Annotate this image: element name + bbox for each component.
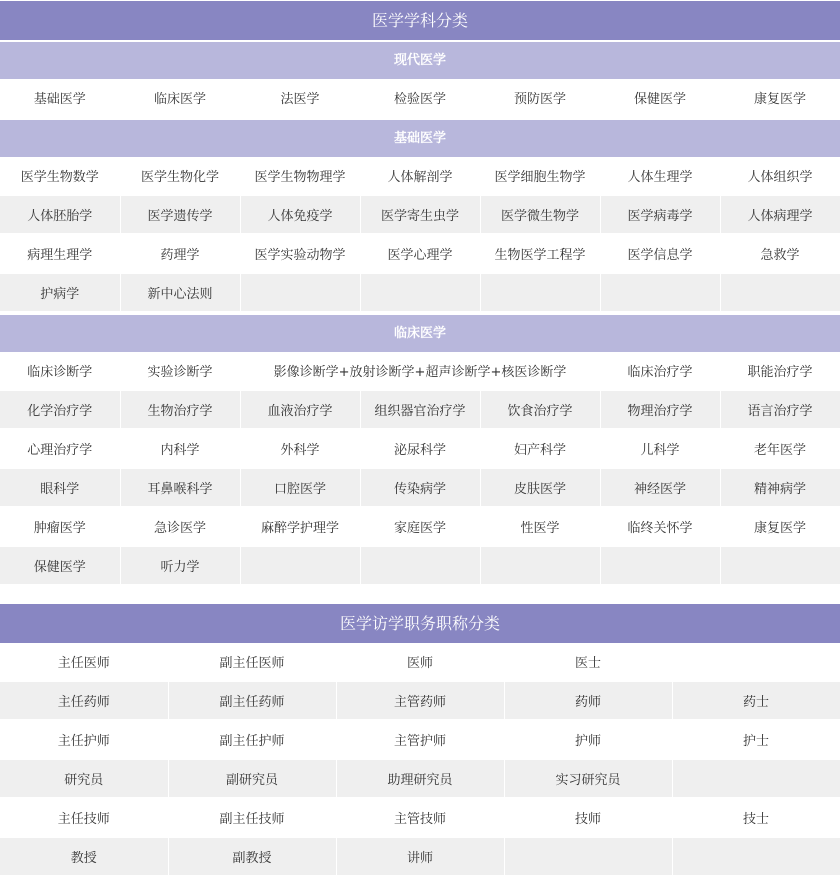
table-cell xyxy=(720,546,840,585)
table-cell: 传染病学 xyxy=(360,468,480,507)
table-cell: 医学遗传学 xyxy=(120,195,240,234)
table-cell: 耳鼻喉科学 xyxy=(120,468,240,507)
table-row xyxy=(0,681,840,720)
table-cell: 妇产科学 xyxy=(480,429,600,468)
table-cell: 神经医学 xyxy=(600,468,720,507)
table-cell: 人体免疫学 xyxy=(240,195,360,234)
table-cell: 副主任技师 xyxy=(168,798,336,837)
table-cell: 医学生物数学 xyxy=(0,157,120,195)
table-cell xyxy=(504,837,672,876)
table-row xyxy=(0,837,840,876)
professional-title-table xyxy=(0,643,840,877)
table-cell: 教授 xyxy=(0,837,168,876)
clinical-medicine-table xyxy=(0,352,840,586)
table-cell: 饮食治疗学 xyxy=(480,390,600,429)
table-cell: 护病学 xyxy=(0,273,120,312)
modern-medicine-header: 现代医学 xyxy=(0,42,840,79)
table-cell: 医学寄生虫学 xyxy=(360,195,480,234)
table-cell: 医学病毒学 xyxy=(600,195,720,234)
table-cell: 检验医学 xyxy=(360,79,480,117)
table-cell: 肿瘤医学 xyxy=(0,507,120,546)
table-cell: 语言治疗学 xyxy=(720,390,840,429)
table-row xyxy=(0,507,840,546)
table-cell: 人体病理学 xyxy=(720,195,840,234)
medical-discipline-title: 医学学科分类 xyxy=(0,1,840,40)
table-cell: 护士 xyxy=(672,720,840,759)
table-cell: 血液治疗学 xyxy=(240,390,360,429)
table-row xyxy=(0,468,840,507)
table-cell: 副主任药师 xyxy=(168,681,336,720)
table-cell: 急救学 xyxy=(720,234,840,273)
table-cell: 物理治疗学 xyxy=(600,390,720,429)
table-cell: 临床治疗学 xyxy=(600,352,720,390)
table-cell: 口腔医学 xyxy=(240,468,360,507)
table-cell: 心理治疗学 xyxy=(0,429,120,468)
table-cell: 医士 xyxy=(504,643,672,681)
table-cell: 实习研究员 xyxy=(504,759,672,798)
table-cell: 研究员 xyxy=(0,759,168,798)
table-cell: 家庭医学 xyxy=(360,507,480,546)
table-cell: 主任医师 xyxy=(0,643,168,681)
table-cell: 保健医学 xyxy=(600,79,720,117)
table-cell: 护师 xyxy=(504,720,672,759)
table-cell xyxy=(480,546,600,585)
table-cell: 法医学 xyxy=(240,79,360,117)
table-row xyxy=(0,157,840,195)
table-cell: 新中心法则 xyxy=(120,273,240,312)
table-cell: 泌尿科学 xyxy=(360,429,480,468)
table-cell xyxy=(720,273,840,312)
table-cell: 生物治疗学 xyxy=(120,390,240,429)
clinical-medicine-header: 临床医学 xyxy=(0,315,840,352)
table-cell xyxy=(600,273,720,312)
table-cell xyxy=(672,837,840,876)
modern-medicine-table xyxy=(0,79,840,118)
table-cell: 化学治疗学 xyxy=(0,390,120,429)
table-cell: 主任护师 xyxy=(0,720,168,759)
table-cell xyxy=(240,546,360,585)
table-cell: 职能治疗学 xyxy=(720,352,840,390)
table-cell xyxy=(480,273,600,312)
table-cell: 人体解剖学 xyxy=(360,157,480,195)
table-cell: 讲师 xyxy=(336,837,504,876)
table-row xyxy=(0,429,840,468)
table-cell: 副主任医师 xyxy=(168,643,336,681)
table-cell: 医学心理学 xyxy=(360,234,480,273)
table-row xyxy=(0,546,840,585)
table-cell: 预防医学 xyxy=(480,79,600,117)
table-cell: 康复医学 xyxy=(720,507,840,546)
table-cell: 药师 xyxy=(504,681,672,720)
table-cell xyxy=(672,759,840,798)
table-cell: 生物医学工程学 xyxy=(480,234,600,273)
table-cell: 医师 xyxy=(336,643,504,681)
table-cell: 皮肤医学 xyxy=(480,468,600,507)
table-cell: 保健医学 xyxy=(0,546,120,585)
table-cell: 技师 xyxy=(504,798,672,837)
table-cell: 急诊医学 xyxy=(120,507,240,546)
table-row xyxy=(0,273,840,312)
table-cell: 人体胚胎学 xyxy=(0,195,120,234)
table-cell: 临床诊断学 xyxy=(0,352,120,390)
table-cell: 麻醉学护理学 xyxy=(240,507,360,546)
table-cell: 药理学 xyxy=(120,234,240,273)
table-cell: 医学信息学 xyxy=(600,234,720,273)
table-cell xyxy=(360,273,480,312)
table-cell: 康复医学 xyxy=(720,79,840,117)
table-cell: 性医学 xyxy=(480,507,600,546)
table-cell: 人体组织学 xyxy=(720,157,840,195)
table-cell xyxy=(600,546,720,585)
table-cell: 主任技师 xyxy=(0,798,168,837)
table-cell xyxy=(360,546,480,585)
table-cell: 副研究员 xyxy=(168,759,336,798)
table-cell: 主管护师 xyxy=(336,720,504,759)
table-cell: 医学微生物学 xyxy=(480,195,600,234)
table-row xyxy=(0,79,840,117)
table-cell: 眼科学 xyxy=(0,468,120,507)
table-row xyxy=(0,720,840,759)
basic-medicine-header: 基础医学 xyxy=(0,120,840,157)
table-cell: 医学细胞生物学 xyxy=(480,157,600,195)
table-cell: 外科学 xyxy=(240,429,360,468)
table-cell: 内科学 xyxy=(120,429,240,468)
table-cell xyxy=(672,643,840,681)
table-row xyxy=(0,352,840,390)
table-cell: 听力学 xyxy=(120,546,240,585)
table-cell: 影像诊断学+放射诊断学+超声诊断学+核医诊断学 xyxy=(240,352,600,390)
professional-title-header: 医学访学职务职称分类 xyxy=(0,604,840,643)
table-cell: 副主任护师 xyxy=(168,720,336,759)
table-cell: 助理研究员 xyxy=(336,759,504,798)
table-cell: 病理生理学 xyxy=(0,234,120,273)
table-cell xyxy=(240,273,360,312)
table-cell: 主管药师 xyxy=(336,681,504,720)
table-cell: 医学生物化学 xyxy=(120,157,240,195)
table-cell: 实验诊断学 xyxy=(120,352,240,390)
table-cell: 精神病学 xyxy=(720,468,840,507)
table-row xyxy=(0,759,840,798)
table-cell: 临床医学 xyxy=(120,79,240,117)
table-cell: 药士 xyxy=(672,681,840,720)
table-cell: 医学生物物理学 xyxy=(240,157,360,195)
table-cell: 主任药师 xyxy=(0,681,168,720)
table-cell: 临终关怀学 xyxy=(600,507,720,546)
table-cell: 基础医学 xyxy=(0,79,120,117)
table-row xyxy=(0,643,840,681)
table-row xyxy=(0,798,840,837)
table-row xyxy=(0,195,840,234)
table-cell: 老年医学 xyxy=(720,429,840,468)
table-row xyxy=(0,390,840,429)
basic-medicine-table xyxy=(0,157,840,313)
table-row xyxy=(0,234,840,273)
table-cell: 儿科学 xyxy=(600,429,720,468)
table-cell: 医学实验动物学 xyxy=(240,234,360,273)
table-cell: 主管技师 xyxy=(336,798,504,837)
table-cell: 人体生理学 xyxy=(600,157,720,195)
table-cell: 组织器官治疗学 xyxy=(360,390,480,429)
table-cell: 技士 xyxy=(672,798,840,837)
table-cell: 副教授 xyxy=(168,837,336,876)
